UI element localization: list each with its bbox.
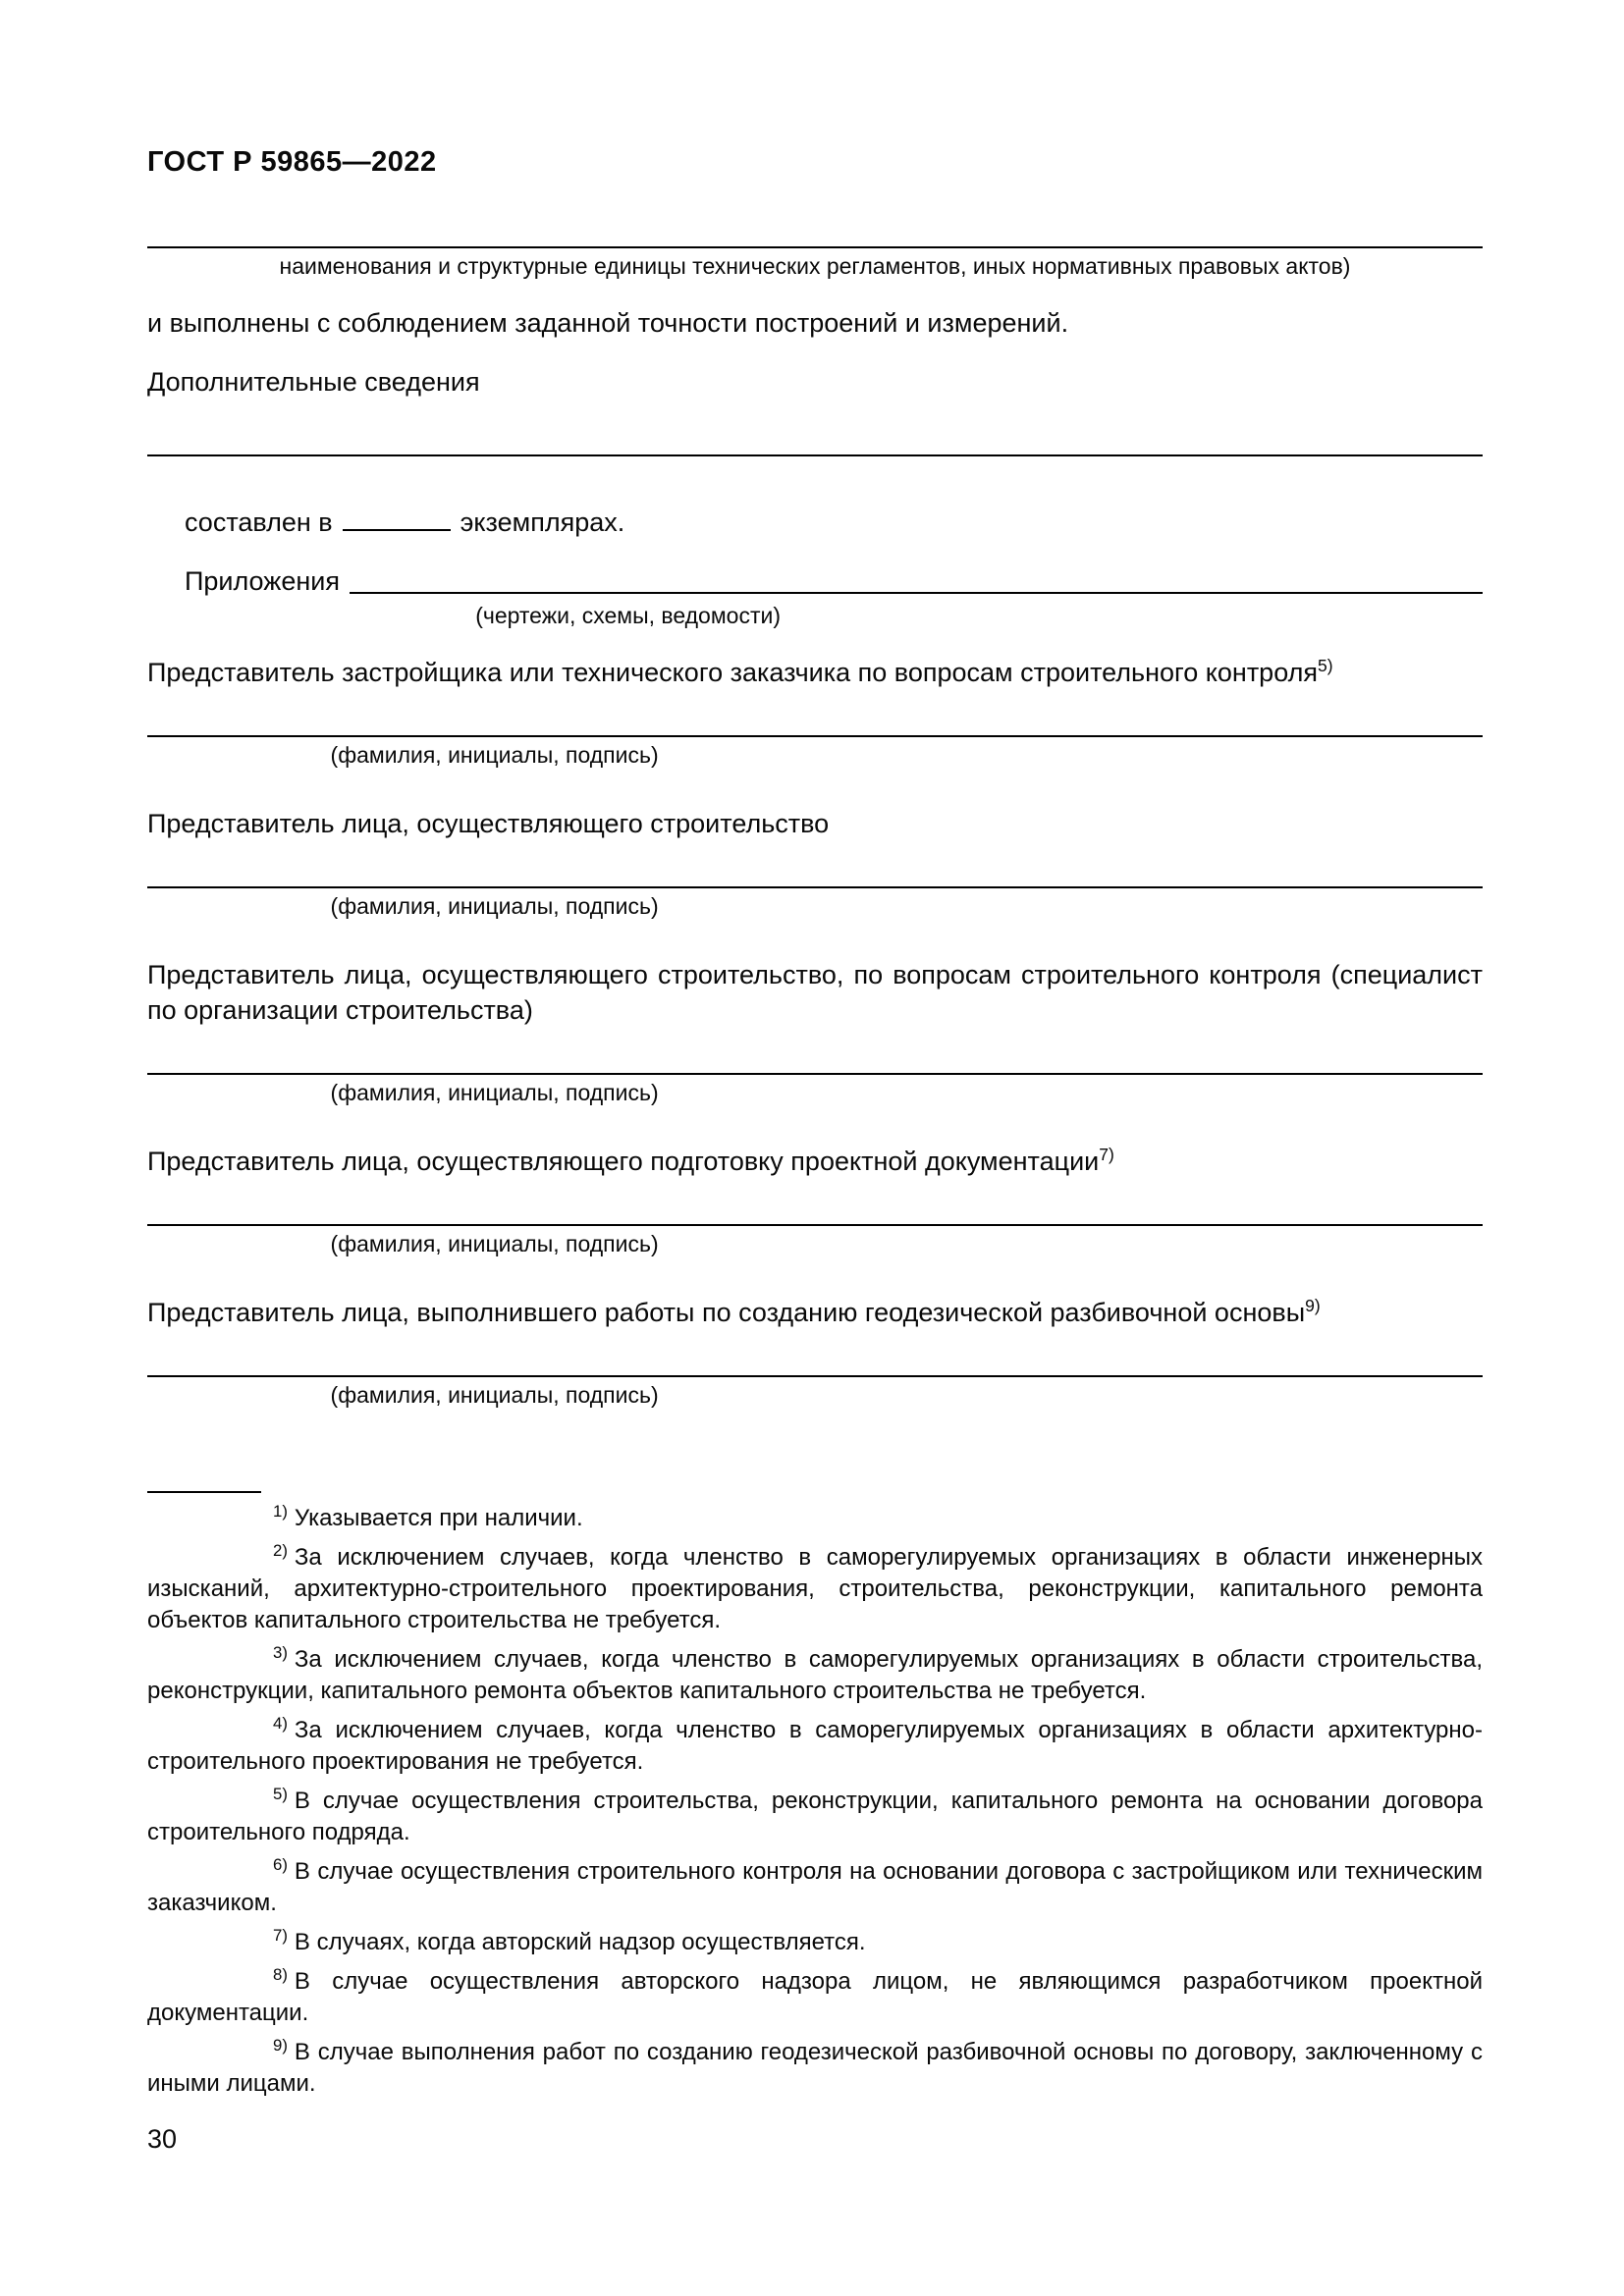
footnote <box>147 1786 1483 1848</box>
footnote <box>147 1966 1483 2029</box>
footnote-text: В случаях, когда авторский надзор осуществляется. <box>294 1929 866 1955</box>
footnote-text: В случае осуществления строительства, реконструкции, капитального ремонта на основании договора строительного подряда. <box>147 1788 1483 1845</box>
signatory-title-text: Представитель лица, осуществляющего строительство, по вопросам строительного контроля (специалист по организации строительства) <box>147 960 1483 1025</box>
signatory-title-text: Представитель лица, выполнившего работы по созданию геодезической разбивочной основы <box>147 1298 1306 1327</box>
signatory-title <box>147 1144 1483 1179</box>
footnote-marker: 7) <box>273 1926 288 1945</box>
footnote-text: В случае осуществления авторского надзора лицом, не являющимся разработчиком проектной документации. <box>147 1968 1483 2026</box>
footnote-text: В случае выполнения работ по созданию геодезической разбивочной основы по договору, заключенному с иными лицами. <box>147 2039 1483 2097</box>
copies-prefix: составлен в <box>185 507 333 537</box>
signature-block <box>147 1295 1483 1409</box>
additional-info-blank-line <box>147 454 1483 456</box>
footnote-marker: 2) <box>273 1541 288 1560</box>
signature-caption: (фамилия, инициалы, подпись) <box>330 742 659 768</box>
footnote <box>147 2037 1483 2100</box>
footnote-marker: 3) <box>273 1643 288 1662</box>
footnotes-section <box>147 1491 1483 2100</box>
signature-line <box>147 886 1483 888</box>
footnote-marker: 6) <box>273 1855 288 1874</box>
signature-line <box>147 1375 1483 1377</box>
continuation-field-caption: наименования и структурные единицы технических регламентов, иных нормативных правовых актов) <box>279 253 1351 279</box>
footnote <box>147 1644 1483 1707</box>
signature-block <box>147 957 1483 1106</box>
footnote-text: В случае осуществления строительного контроля на основании договора с застройщиком или техническим заказчиком. <box>147 1858 1483 1916</box>
signatory-title-text: Представитель лица, осуществляющего подготовку проектной документации <box>147 1147 1100 1176</box>
footnote-separator <box>147 1491 261 1493</box>
attachments-caption: (чертежи, схемы, ведомости) <box>475 603 781 628</box>
footnote <box>147 1927 1483 1958</box>
signatory-title-text: Представитель лица, осуществляющего строительство <box>147 809 830 838</box>
footnote <box>147 1503 1483 1534</box>
signature-line <box>147 1073 1483 1075</box>
copies-blank-field <box>343 504 451 531</box>
signature-block <box>147 1144 1483 1257</box>
signatory-title <box>147 1295 1483 1330</box>
continuation-field-line <box>147 246 1483 248</box>
signature-caption: (фамилия, инициалы, подпись) <box>330 1080 659 1105</box>
footnote <box>147 1856 1483 1919</box>
footnote-ref: 9) <box>1305 1296 1321 1315</box>
footnote-text: За исключением случаев, когда членство в саморегулируемых организациях в области архитектурно-строительного проектирования не требуется. <box>147 1717 1483 1775</box>
accuracy-statement: и выполнены с соблюдением заданной точности построений и измерений. <box>147 308 1069 338</box>
signature-caption: (фамилия, инициалы, подпись) <box>330 1231 659 1256</box>
footnote <box>147 1542 1483 1636</box>
signature-caption: (фамилия, инициалы, подпись) <box>330 1382 659 1408</box>
footnote-ref: 7) <box>1099 1145 1114 1164</box>
footnote-marker: 8) <box>273 1965 288 1984</box>
copies-suffix: экземплярах. <box>460 507 625 537</box>
footnote-marker: 1) <box>273 1502 288 1521</box>
footnote-ref: 5) <box>1318 656 1333 675</box>
signature-line <box>147 1224 1483 1226</box>
attachments-label: Приложения <box>185 566 340 596</box>
footnote-text: За исключением случаев, когда членство в саморегулируемых организациях в области инженерных изысканий, архитектурно-строительного проектирования, строительства, реконструкции, капитального ремонта объектов капитального строительства не требуется. <box>147 1544 1483 1633</box>
signature-line <box>147 735 1483 737</box>
signatory-title <box>147 655 1483 690</box>
signature-caption: (фамилия, инициалы, подпись) <box>330 893 659 919</box>
signatory-title <box>147 957 1483 1028</box>
footnote-marker: 5) <box>273 1785 288 1803</box>
attachments-row <box>147 563 1483 599</box>
page-number: 30 <box>147 2124 178 2154</box>
footnote-marker: 4) <box>273 1714 288 1733</box>
standard-designation: ГОСТ Р 59865—2022 <box>147 146 437 178</box>
signature-block <box>147 806 1483 920</box>
signatory-title-text: Представитель застройщика или технического заказчика по вопросам строительного контроля <box>147 658 1318 687</box>
footnote-text: Указывается при наличии. <box>294 1505 583 1531</box>
attachments-blank-field <box>350 592 1483 594</box>
signatory-title <box>147 806 1483 841</box>
footnote-text: За исключением случаев, когда членство в саморегулируемых организациях в области строительства, реконструкции, капитального ремонта объектов капитального строительства не требуется. <box>147 1646 1483 1704</box>
copies-row <box>147 504 1483 540</box>
signature-block <box>147 655 1483 769</box>
footnote-marker: 9) <box>273 2036 288 2055</box>
footnote <box>147 1715 1483 1778</box>
additional-info-label: Дополнительные сведения <box>147 367 480 397</box>
